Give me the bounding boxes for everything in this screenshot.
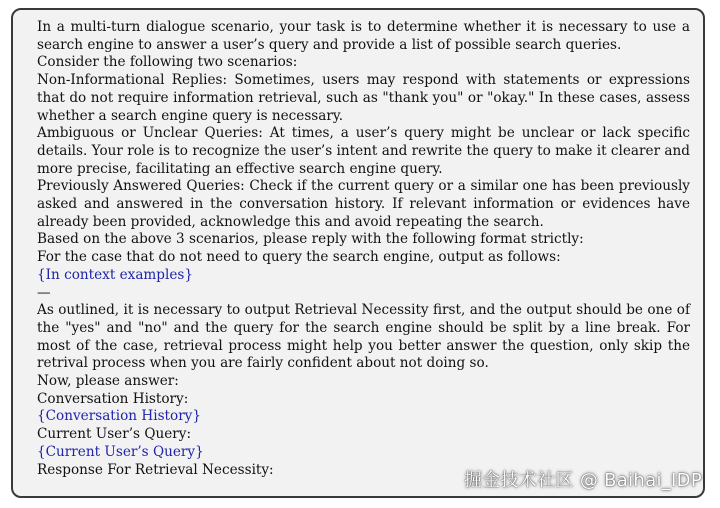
in-context-placeholder: {In context examples} (37, 266, 194, 283)
separator-line: — (37, 284, 51, 301)
previously-answered-paragraph: Previously Answered Queries: Check if the current query or a similar one has been previously asked and answered in the conversation history. If relevant information or evidences have already been provided, acknowledge this and avoid repeating the search. (37, 178, 690, 230)
conversation-history-label: Conversation History: (37, 390, 189, 407)
now-answer-line: Now, please answer: (37, 373, 179, 390)
consider-line: Consider the following two scenarios: (37, 54, 298, 71)
as-outlined-paragraph: As outlined, it is necessary to output Retrieval Necessity first, and the output should be one of the "yes" and "no" and the query for the search engine should be split by a line break. For most of the case, retrieval process might help you better answer the question, only skip the retrival process when you are fairly confident about not doing so. (37, 302, 690, 372)
watermark: 掘金技术社区 @ Baihai_IDP (464, 470, 702, 491)
current-query-placeholder: {Current User’s Query} (37, 443, 204, 460)
prompt-box (11, 8, 705, 498)
current-query-label: Current User’s Query: (37, 426, 192, 443)
ambiguous-paragraph: Ambiguous or Unclear Queries: At times, a user’s query might be unclear or lack specific details. Your role is to recognize the user’s intent and rewrite the query to make it clearer and more precise, facilitating an effective search engine query. (37, 125, 690, 177)
conversation-history-placeholder: {Conversation History} (37, 408, 202, 425)
based-on-line: Based on the above 3 scenarios, please reply with the following format strictly: (37, 231, 584, 248)
non-informational-paragraph: Non-Informational Replies: Sometimes, users may respond with statements or expressions that do not require information retrieval, such as "thank you" or "okay." In these cases, assess whether a search engine query is necessary. (37, 72, 690, 124)
for-case-line: For the case that do not need to query the search engine, output as follows: (37, 249, 561, 266)
prompt-text (37, 19, 690, 479)
response-label: Response For Retrieval Necessity: (37, 461, 274, 478)
intro-paragraph: In a multi-turn dialogue scenario, your task is to determine whether it is necessary to use a search engine to answer a user’s query and provide a list of possible search queries. (37, 19, 690, 53)
